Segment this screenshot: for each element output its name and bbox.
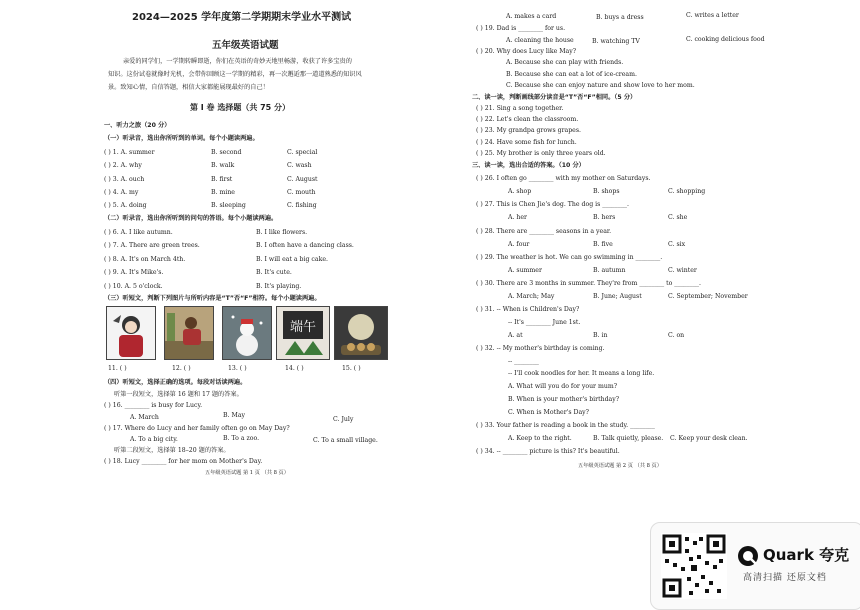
exam-subject: 五年级英语试题 bbox=[212, 40, 279, 51]
intro-line-3: 景。致知心情，自信答题，相信大家都能展现最好的自己！ bbox=[108, 84, 269, 91]
q28-b: B. five bbox=[593, 241, 613, 248]
q9-b: B. It's cute. bbox=[256, 269, 292, 276]
pic-label-15: 15. ( ) bbox=[342, 365, 361, 372]
q4-c: C. mouth bbox=[287, 189, 316, 196]
intro-line-1: 亲爱的同学们，一学期转瞬即逝，你们在英语的奇妙天地里畅游，收获了许多宝贵的 bbox=[123, 58, 352, 65]
q10-b: B. It's playing. bbox=[256, 283, 302, 290]
q2: ( ) 2. A. why bbox=[104, 162, 142, 169]
q27-a: A. her bbox=[508, 214, 528, 221]
q19: ( ) 19. Dad is ________ for us. bbox=[476, 25, 566, 32]
q21: ( ) 21. Sing a song together. bbox=[476, 105, 564, 112]
q17-b: B. To a zoo. bbox=[223, 435, 260, 442]
quark-brand: Quark 夸克 bbox=[763, 546, 850, 564]
q30-a: A. March; May bbox=[508, 293, 555, 300]
sub-4-note-2: 听第二段短文，选择第 18–20 题的答案。 bbox=[114, 447, 230, 454]
q4: ( ) 4. A. my bbox=[104, 189, 139, 196]
sub-1-heading: （一）听录音，选出你所听到的单词。每个小题读两遍。 bbox=[104, 135, 259, 142]
q29-c: C. winter bbox=[668, 267, 697, 274]
q31-line2: -- It's ________ June 1st. bbox=[508, 319, 581, 326]
q16-c: C. July bbox=[333, 416, 354, 423]
q32-line3: -- I'll cook noodles for her. It means a long life. bbox=[508, 370, 655, 377]
q18-a: A. makes a card bbox=[506, 13, 557, 20]
picture-12 bbox=[164, 306, 214, 360]
exam-title: 2024—2025 学年度第二学期期末学业水平测试 bbox=[132, 12, 352, 23]
q24: ( ) 24. Have some fish for lunch. bbox=[476, 139, 577, 146]
q32-line2: -- ________ bbox=[508, 358, 539, 365]
q20-a: A. Because she can play with friends. bbox=[506, 59, 624, 66]
pic-label-12: 12. ( ) bbox=[172, 365, 191, 372]
q8: ( ) 8. A. It's on March 4th. bbox=[104, 256, 186, 263]
q20: ( ) 20. Why does Lucy like May? bbox=[476, 48, 577, 55]
q31-c: C. on bbox=[668, 332, 685, 339]
q6: ( ) 6. A. I like autumn. bbox=[104, 229, 173, 236]
q30: ( ) 30. There are 3 months in summer. They're from ________ to ________. bbox=[476, 280, 701, 287]
q5-c: C. fishing bbox=[287, 202, 317, 209]
quark-logo-icon bbox=[737, 545, 759, 567]
q4-b: B. mine bbox=[211, 189, 235, 196]
q29-b: B. autumn bbox=[593, 267, 626, 274]
section-phonics: 二、读一读，判断画线部分读音是“T”否“F”相同。（5 分） bbox=[472, 94, 637, 101]
q30-b: B. June; August bbox=[593, 293, 642, 300]
quark-watermark bbox=[650, 522, 860, 610]
q29-a: A. summer bbox=[508, 267, 542, 274]
q7-b: B. I often have a dancing class. bbox=[256, 242, 354, 249]
q33: ( ) 33. Your father is reading a book in the study. ________ bbox=[476, 422, 655, 429]
picture-13 bbox=[222, 306, 272, 360]
q20-c: C. Because she can enjoy nature and show love to her mom. bbox=[506, 82, 695, 89]
q3-b: B. first bbox=[211, 176, 233, 183]
q9: ( ) 9. A. It's Mike's. bbox=[104, 269, 164, 276]
q22: ( ) 22. Let's clean the classroom. bbox=[476, 116, 579, 123]
section-listening: 一、听力之旅（20 分） bbox=[104, 122, 171, 129]
q17-c: C. To a small village. bbox=[313, 437, 378, 444]
q7: ( ) 7. A. There are green trees. bbox=[104, 242, 200, 249]
q5-b: B. sleeping bbox=[211, 202, 246, 209]
q2-c: C. wash bbox=[287, 162, 312, 169]
picture-15 bbox=[334, 306, 388, 360]
part-heading: 第 Ⅰ 卷 选择题（共 75 分） bbox=[190, 103, 291, 112]
q1: ( ) 1. A. summer bbox=[104, 149, 155, 156]
section-choice: 三、读一读，选出合适的答案。（10 分） bbox=[472, 162, 585, 169]
q33-a: A. Keep to the right. bbox=[508, 435, 572, 442]
q10: ( ) 10. A. 5 o'clock. bbox=[104, 283, 163, 290]
q25: ( ) 25. My brother is only three years old. bbox=[476, 150, 606, 157]
q18: ( ) 18. Lucy ________ for her mom on Mother's Day. bbox=[104, 458, 263, 465]
svg-text:端午: 端午 bbox=[289, 320, 317, 335]
q32: ( ) 32. -- My mother's birthday is coming. bbox=[476, 345, 605, 352]
q34: ( ) 34. -- ________ picture is this? It's beautiful. bbox=[476, 448, 620, 455]
quark-slogan: 高清扫描 还原文档 bbox=[743, 573, 827, 583]
q31-a: A. at bbox=[508, 332, 523, 339]
picture-14 bbox=[276, 306, 330, 360]
q20-b: B. Because she can eat a lot of ice-cream. bbox=[506, 71, 637, 78]
picture-11 bbox=[106, 306, 156, 360]
q26-b: B. shops bbox=[593, 188, 620, 195]
sub-3-heading: （三）听短文，判断下列图片与所听内容是“T”否“F”相符。每个小题读两遍。 bbox=[104, 295, 321, 302]
q31-b: B. in bbox=[593, 332, 608, 339]
q26-a: A. shop bbox=[508, 188, 532, 195]
intro-line-2: 知识。这份试卷就像时光机，会带你回顾这一学期的精彩，再一次邂逅那一道道熟悉的知识风 bbox=[108, 71, 362, 78]
q33-c: C. Keep your desk clean. bbox=[670, 435, 748, 442]
q3: ( ) 3. A. ouch bbox=[104, 176, 145, 183]
q27-b: B. hers bbox=[593, 214, 616, 221]
q19-b: B. watching TV bbox=[592, 38, 640, 45]
q19-a: A. cleaning the house bbox=[506, 37, 574, 44]
q6-b: B. I like flowers. bbox=[256, 229, 308, 236]
pic-label-13: 13. ( ) bbox=[228, 365, 247, 372]
q16-b: B. May bbox=[223, 412, 246, 419]
q16-a: A. March bbox=[130, 414, 159, 421]
q2-b: B. walk bbox=[211, 162, 235, 169]
q18-b: B. buys a dress bbox=[596, 14, 644, 21]
q8-b: B. I will eat a big cake. bbox=[256, 256, 328, 263]
q32-b: B. When is your mother's birthday? bbox=[508, 396, 620, 403]
pic-label-14: 14. ( ) bbox=[285, 365, 304, 372]
q19-c: C. cooking delicious food bbox=[686, 36, 765, 43]
q31: ( ) 31. -- When is Children's Day? bbox=[476, 306, 580, 313]
q27-c: C. she bbox=[668, 214, 688, 221]
q17: ( ) 17. Where do Lucy and her family often go on May Day? bbox=[104, 425, 290, 432]
q30-c: C. September; November bbox=[668, 293, 748, 300]
qr-code-icon bbox=[661, 533, 727, 599]
q28-c: C. six bbox=[668, 241, 686, 248]
q27: ( ) 27. This is Chen Jie's dog. The dog is ________. bbox=[476, 201, 629, 208]
q1-c: C. special bbox=[287, 149, 318, 156]
q26: ( ) 26. I often go ________ with my mother on Saturdays. bbox=[476, 175, 651, 182]
q18-c: C. writes a letter bbox=[686, 12, 739, 19]
pic-label-11: 11. ( ) bbox=[108, 365, 127, 372]
q1-b: B. second bbox=[211, 149, 242, 156]
q5: ( ) 5. A. doing bbox=[104, 202, 147, 209]
page-2-footer: 五年级英语试题 第 2 页 （共 8 页） bbox=[578, 463, 662, 469]
q3-c: C. August bbox=[287, 176, 318, 183]
sub-2-heading: （二）听录音，选出你所听到的问句的答语。每个小题读两遍。 bbox=[104, 215, 278, 222]
page-1-footer: 五年级英语试题 第 1 页 （共 8 页） bbox=[205, 470, 289, 476]
q32-a: A. What will you do for your mum? bbox=[508, 383, 618, 390]
q23: ( ) 23. My grandpa grows grapes. bbox=[476, 127, 581, 134]
q33-b: B. Talk quietly, please. bbox=[593, 435, 664, 442]
sub-4-heading: （四）听短文，选择正确的选项。每段对话读两遍。 bbox=[104, 379, 247, 386]
q26-c: C. shopping bbox=[668, 188, 706, 195]
q29: ( ) 29. The weather is hot. We can go swimming in ________. bbox=[476, 254, 663, 261]
q28: ( ) 28. There are ________ seasons in a year. bbox=[476, 228, 612, 235]
q32-c: C. When is Mother's Day? bbox=[508, 409, 589, 416]
q17-a: A. To a big city. bbox=[130, 436, 178, 443]
q28-a: A. four bbox=[508, 241, 530, 248]
q16: ( ) 16. ________ is busy for Lucy. bbox=[104, 402, 203, 409]
sub-4-note-1: 听第一段短文，选择第 16 题和 17 题的答案。 bbox=[114, 391, 243, 398]
